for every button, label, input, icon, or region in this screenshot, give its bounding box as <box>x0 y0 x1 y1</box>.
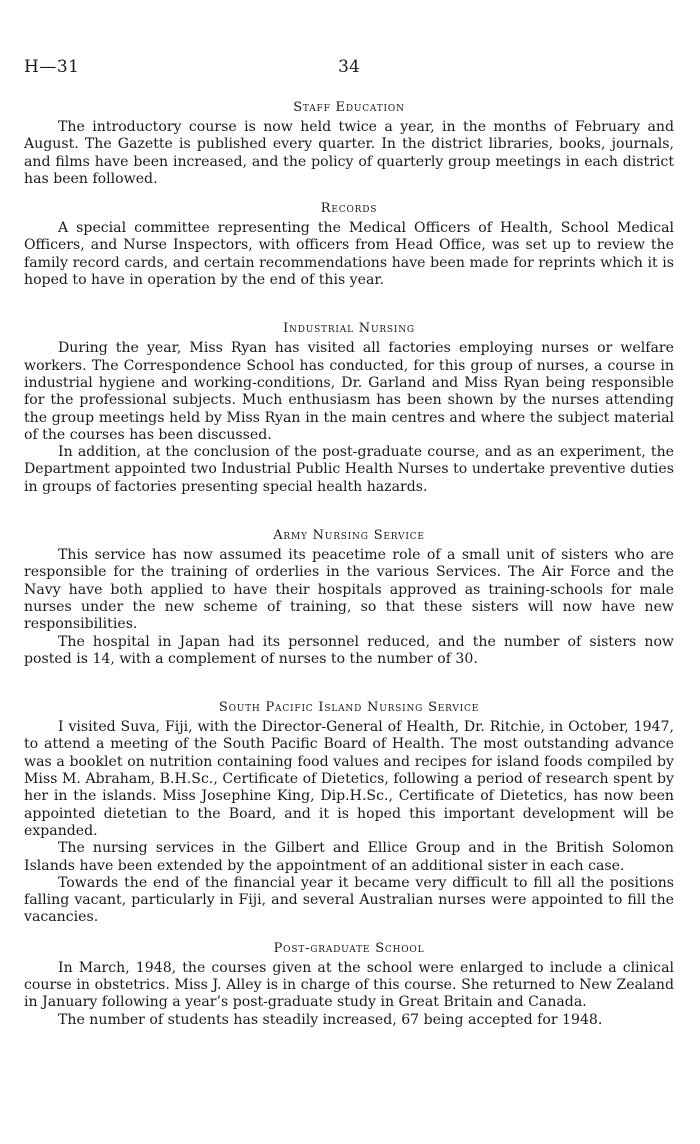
paragraph: In March, 1948, the courses given at the school were enlarged to include a clinical course in obstetrics. Miss J. Alley is in charge of this course. She returned to New Zealand in January following a year’s post-graduate study in Great Britain and Canada. <box>24 959 674 1011</box>
section-heading: Staff Education <box>293 100 405 115</box>
paragraph: During the year, Miss Ryan has visited all factories employing nurses or welfare workers. The Correspondence School has conducted, for this group of nurses, a course in industrial hygiene and working-conditions, Dr. Garland and Miss Ryan being responsible for the professional subjects. Much enthusiasm has been shown by the nurses attending the group meetings held by Miss Ryan in the main centres and where the subject material of the courses has been discussed. <box>24 340 674 443</box>
section-heading: South Pacific Island Nursing Service <box>218 700 480 716</box>
section-heading: Army Nursing Service <box>273 528 425 544</box>
page-header <box>24 57 674 77</box>
paragraph: In addition, at the conclusion of the post-graduate course, and as an experiment, the Department appointed two Industrial Public Health Nurses to undertake preventive duties in groups of factories presenting special health hazards. <box>24 444 674 495</box>
section-staff-education <box>24 99 674 188</box>
paragraph: I visited Suva, Fiji, with the Director-General of Health, Dr. Ritchie, in October, 1947, to attend a meeting of the South Pacific Board of Health. The most outstanding advance was a booklet on nutrition containing food values and recipes for island foods compiled by Miss M. Abraham, B.H.Sc., Certificate of Dietetics, following a period of research spent by her in the islands. Miss Josephine King, Dip.H.Sc., Certificate of Dietetics, has now been appointed dietetian to the Board, and it is hoped this important development will be expanded. <box>24 719 674 839</box>
paragraph: The hospital in Japan had its personnel reduced, and the number of sisters now posted is 14, with a complement of nurses to the number of 30. <box>24 633 674 667</box>
section-heading: Post-graduate School <box>273 940 425 956</box>
section-south-pacific-island-nursing-service <box>24 699 674 927</box>
paragraph: The number of students has steadily increased, 67 being accepted for 1948. <box>58 1011 603 1028</box>
section-army-nursing-service <box>24 527 674 668</box>
page-number: 34 <box>338 57 360 77</box>
section-industrial-nursing <box>24 320 674 496</box>
document-reference: H—31 <box>24 57 80 77</box>
section-records <box>24 200 674 289</box>
paragraph: The introductory course is now held twice a year, in the months of February and August. The Gazette is published every quarter. In the district libraries, books, journals, and films have been increased, and the policy of quarterly group meetings in each district has been followed. <box>24 119 674 187</box>
section-heading: Industrial Nursing <box>283 321 415 337</box>
paragraph: Towards the end of the financial year it became very difficult to fill all the positions falling vacant, particularly in Fiji, and several Australian nurses were appointed to fill the vacancies. <box>24 874 674 926</box>
section-heading: Records <box>320 201 378 217</box>
paragraph: A special committee representing the Medical Officers of Health, School Medical Officers, and Nurse Inspectors, with officers from Head Office, was set up to review the family record cards, and certain recommendations have been made for reprints which it is hoped to have in operation by the end of this year. <box>24 220 674 289</box>
paragraph: The nursing services in the Gilbert and Ellice Group and in the British Solomon Islands have been extended by the appointment of an additional sister in each case. <box>24 840 674 874</box>
section-post-graduate-school <box>24 940 674 1029</box>
paragraph: This service has now assumed its peacetime role of a small unit of sisters who are responsible for the training of orderlies in the various Services. The Air Force and the Navy have both applied to have their hospitals approved as training-schools for male nurses under the new scheme of training, so that these sisters will now have new responsibilities. <box>24 547 674 633</box>
page-body <box>24 99 674 1029</box>
